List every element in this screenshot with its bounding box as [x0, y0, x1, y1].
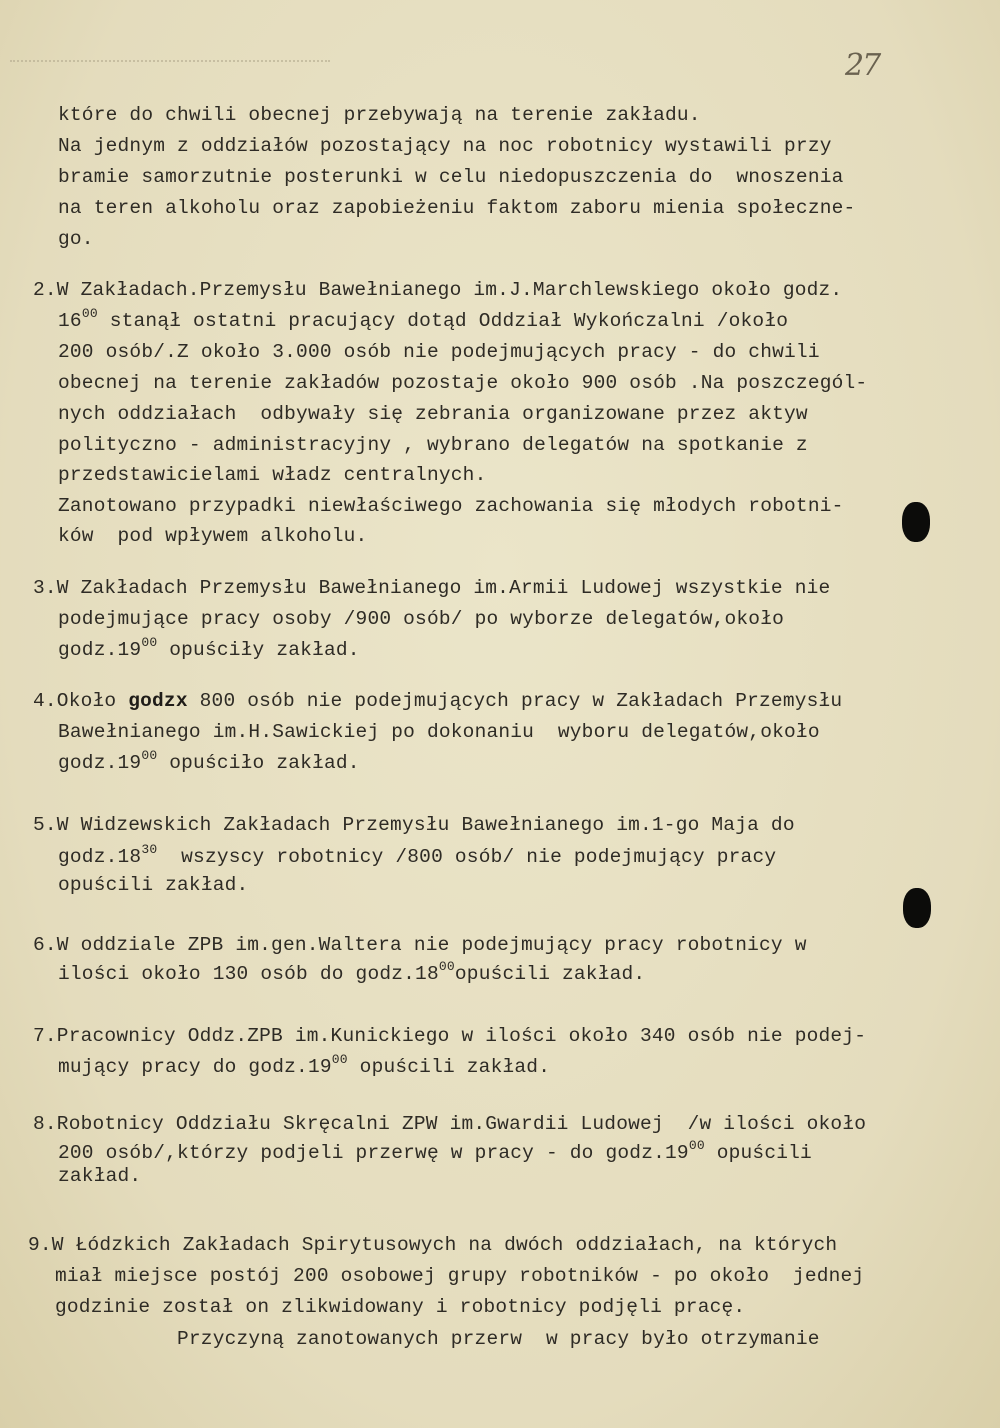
item-2-line [58, 306, 789, 332]
text: 800 osób nie podejmujących pracy w Zakładach Przemysłu [187, 690, 843, 712]
text: godz.19 [58, 752, 142, 774]
text: opuścili zakład. [347, 1056, 551, 1078]
intro-line: go. [58, 228, 94, 250]
text: 200 osób/,którzy podjeli przerwę w pracy - do godz.19 [58, 1142, 689, 1164]
hole-punch-top [902, 502, 930, 542]
intro-line: Na jednym z oddziałów pozostający na noc robotnicy wystawili przy [58, 135, 832, 157]
time-sup: 30 [141, 842, 158, 857]
item-4-line [33, 690, 842, 712]
time-sup: 00 [81, 306, 98, 321]
item-3-line: podejmujące pracy osoby /900 osób/ po wyborze delegatów,około [58, 608, 785, 630]
time-sup: 00 [331, 1052, 348, 1067]
text: opuścili [704, 1142, 812, 1164]
text: opuścili zakład. [454, 963, 646, 985]
text: opuściły zakład. [157, 639, 360, 661]
item-2-line: obecnej na terenie zakładów pozostaje około 900 osób .Na poszczegól- [58, 372, 868, 394]
item-7-line: 7.Pracownicy Oddz.ZPB im.Kunickiego w ilości około 340 osób nie podej- [33, 1025, 867, 1047]
item-2-line: polityczno - administracyjny , wybrano delegatów na spotkanie z [58, 434, 808, 456]
closing-line: Przyczyną zanotowanych przerw w pracy było otrzymanie [177, 1328, 820, 1350]
item-4-line: Bawełnianego im.H.Sawickiej po dokonaniu wyboru delegatów,około [58, 721, 820, 743]
text: wszyscy robotnicy /800 osób/ nie podejmujący pracy [157, 846, 777, 868]
item-8-line: zakład. [58, 1165, 142, 1187]
time-sup: 00 [141, 748, 158, 763]
item-4-line [58, 748, 360, 774]
item-7-line [58, 1052, 551, 1078]
item-2-line: 200 osób/.Z około 3.000 osób nie podejmujących pracy - do chwili [58, 341, 820, 363]
time-sup: 00 [438, 959, 455, 974]
struck-text: godzx [128, 690, 188, 712]
item-6-line: 6.W oddziale ZPB im.gen.Waltera nie podejmujący pracy robotnicy w [33, 934, 807, 956]
item-3-line: 3.W Zakładach Przemysłu Bawełnianego im.Armii Ludowej wszystkie nie [33, 577, 831, 599]
intro-line: bramie samorzutnie posterunki w celu niedopuszczenia do wnoszenia [58, 166, 844, 188]
text: ilości około 130 osób do godz.18 [58, 963, 439, 985]
item-2-line: ków pod wpływem alkoholu. [58, 525, 368, 547]
item-5-line: 5.W Widzewskich Zakładach Przemysłu Bawełnianego im.1-go Maja do [33, 814, 795, 836]
page-number: 27 [845, 48, 880, 83]
item-8-line [58, 1138, 812, 1164]
item-2-line: Zanotowano przypadki niewłaściwego zachowania się młodych robotni- [58, 495, 844, 517]
intro-line: na teren alkoholu oraz zapobieżeniu faktom zaboru mienia społeczne- [58, 197, 856, 219]
time-sup: 00 [688, 1138, 705, 1153]
item-6-line [58, 959, 646, 985]
item-2-line: przedstawicielami władz centralnych. [58, 464, 487, 486]
item-2-line: 2.W Zakładach.Przemysłu Bawełnianego im.J.Marchlewskiego około godz. [33, 279, 843, 301]
time: 16 [58, 310, 82, 332]
time-sup: 00 [141, 635, 158, 650]
text: 4.Około [33, 690, 129, 712]
item-9-line: 9.W Łódzkich Zakładach Spirytusowych na dwóch oddziałach, na których [28, 1234, 838, 1256]
item-3-line [58, 635, 360, 661]
text: stanął ostatni pracujący dotąd Oddział Wykończalni /około [97, 310, 789, 332]
item-9-line: godzinie został on zlikwidowany i robotnicy podjęli pracę. [55, 1296, 746, 1318]
text: godz.19 [58, 639, 142, 661]
item-9-line: miał miejsce postój 200 osobowej grupy robotników - po około jednej [55, 1265, 865, 1287]
item-2-line: nych oddziałach odbywały się zebrania organizowane przez aktyw [58, 403, 808, 425]
item-5-line [58, 842, 777, 868]
text: mujący pracy do godz.19 [58, 1056, 332, 1078]
dotted-mark [10, 60, 330, 66]
intro-line: które do chwili obecnej przebywają na terenie zakładu. [58, 104, 701, 126]
item-8-line: 8.Robotnicy Oddziału Skręcalni ZPW im.Gwardii Ludowej /w ilości około [33, 1113, 867, 1135]
hole-punch-bottom [903, 888, 931, 928]
text: godz.18 [58, 846, 142, 868]
text: opuściło zakład. [157, 752, 360, 774]
item-5-line: opuścili zakład. [58, 874, 249, 896]
